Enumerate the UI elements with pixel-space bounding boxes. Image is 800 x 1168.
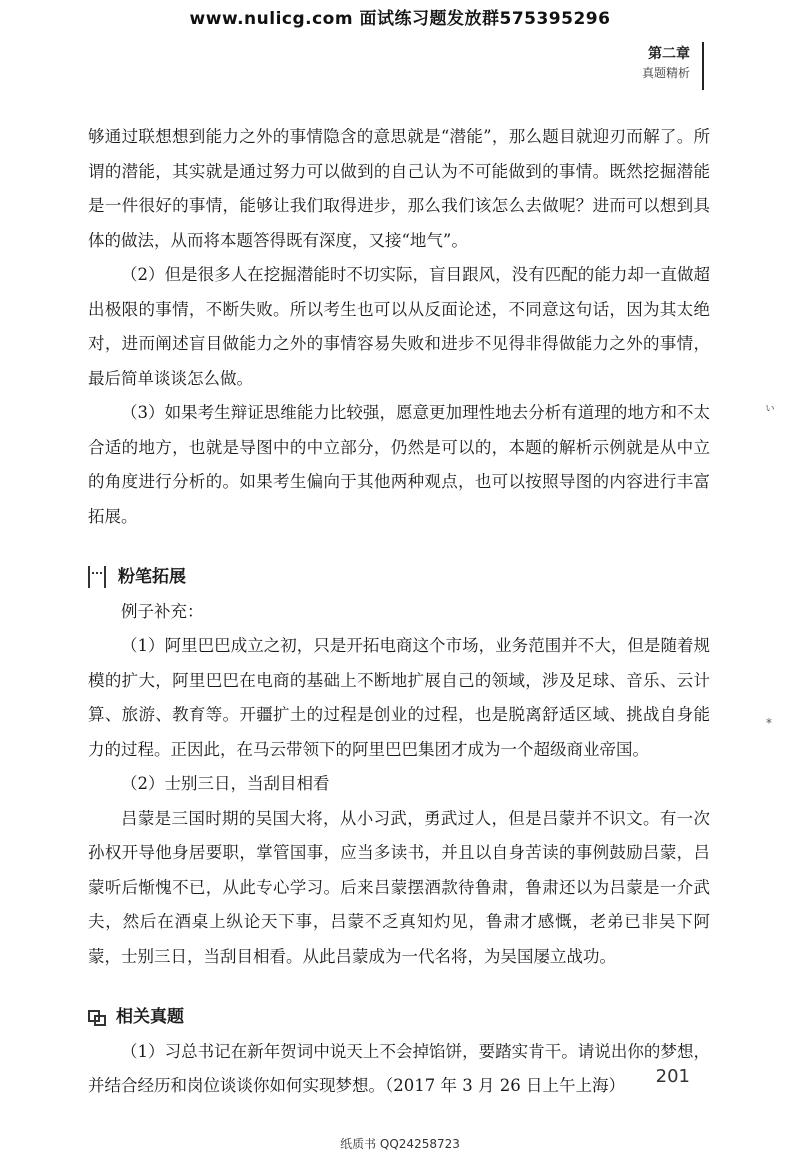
paragraph: 例子补充： — [121, 601, 204, 621]
margin-mark: * — [766, 716, 772, 730]
chapter-title: 第二章 — [648, 46, 690, 62]
footer: 纸质书 QQ24258723 — [340, 1137, 460, 1151]
section-heading-extension — [88, 560, 710, 595]
chapter-header — [642, 44, 690, 82]
paragraph: （1）习总书记在新年贺词中说天上不会掉馅饼，要踏实肯干。请说出你的梦想，并结合经历和岗位谈谈你如何实现梦想。（2017 年 3 月 26 日上午上海） — [88, 1041, 710, 1095]
header-rule — [702, 42, 704, 90]
section-heading-related — [88, 1000, 710, 1035]
paragraph: （2）但是很多人在挖掘潜能时不切实际，盲目跟风，没有匹配的能力却一直做超出极限的事情，不断失败。所以考生也可以从反面论述，不同意这句话，因为其太绝对，进而阐述盲目做能力之外的事情容易失败和进步不见得非得做能力之外的事情，最后简单谈谈怎么做。 — [88, 265, 710, 388]
paragraph: 吕蒙是三国时期的吴国大将，从小习武，勇武过人，但是吕蒙并不识文。有一次孙权开导他身居要职，掌管国事，应当多读书，并且以自身苦读的事例鼓励吕蒙，吕蒙听后惭愧不已，从此专心学习。后来吕蒙摆酒款待鲁肃，鲁肃还以为吕蒙是一介武夫，然后在酒桌上纵论天下事，吕蒙不乏真知灼见，鲁肃才感慨，老弟已非吴下阿蒙，士别三日，当刮目相看。从此吕蒙成为一代名将，为吴国屡立战功。 — [88, 808, 710, 966]
link-icon — [88, 1010, 104, 1024]
chapter-subtitle: 真题精析 — [641, 66, 690, 80]
margin-mark: ぃ — [764, 400, 777, 414]
book-icon — [88, 566, 106, 588]
watermark-banner: www.nulicg.com 面试练习题发放群575395296 — [189, 9, 611, 29]
paragraph: （1）阿里巴巴成立之初，只是开拓电商这个市场，业务范围并不大，但是随着规模的扩大，阿里巴巴在电商的基础上不断地扩展自己的领域，涉及足球、音乐、云计算、旅游、教育等。开疆扩土的过程是创业的过程，也是脱离舒适区域、挑战自身能力的过程。正因此，在马云带领下的阿里巴巴集团才成为一个超级商业帝国。 — [88, 636, 710, 759]
section-title: 粉笔拓展 — [118, 567, 186, 587]
page-content — [88, 120, 710, 1104]
paragraph: （2）士别三日，当刮目相看 — [121, 774, 330, 793]
paragraph: （3）如果考生辩证思维能力比较强，愿意更加理性地去分析有道理的地方和不太合适的地方，也就是导图中的中立部分，仍然是可以的，本题的解析示例就是从中立的角度进行分析的。如果考生偏向于其他两种观点，也可以按照导图的内容进行丰富拓展。 — [88, 403, 710, 526]
section-title: 相关真题 — [116, 1007, 184, 1027]
page-number: 201 — [655, 1066, 690, 1087]
paragraph: 够通过联想想到能力之外的事情隐含的意思就是“潜能”，那么题目就迎刃而解了。所谓的潜能，其实就是通过努力可以做到的自己认为不可能做到的事情。既然挖掘潜能是一件很好的事情，能够让我们取得进步，那么我们该怎么去做呢？进而可以想到具体的做法，从而将本题答得既有深度，又接“地气”。 — [88, 127, 710, 250]
